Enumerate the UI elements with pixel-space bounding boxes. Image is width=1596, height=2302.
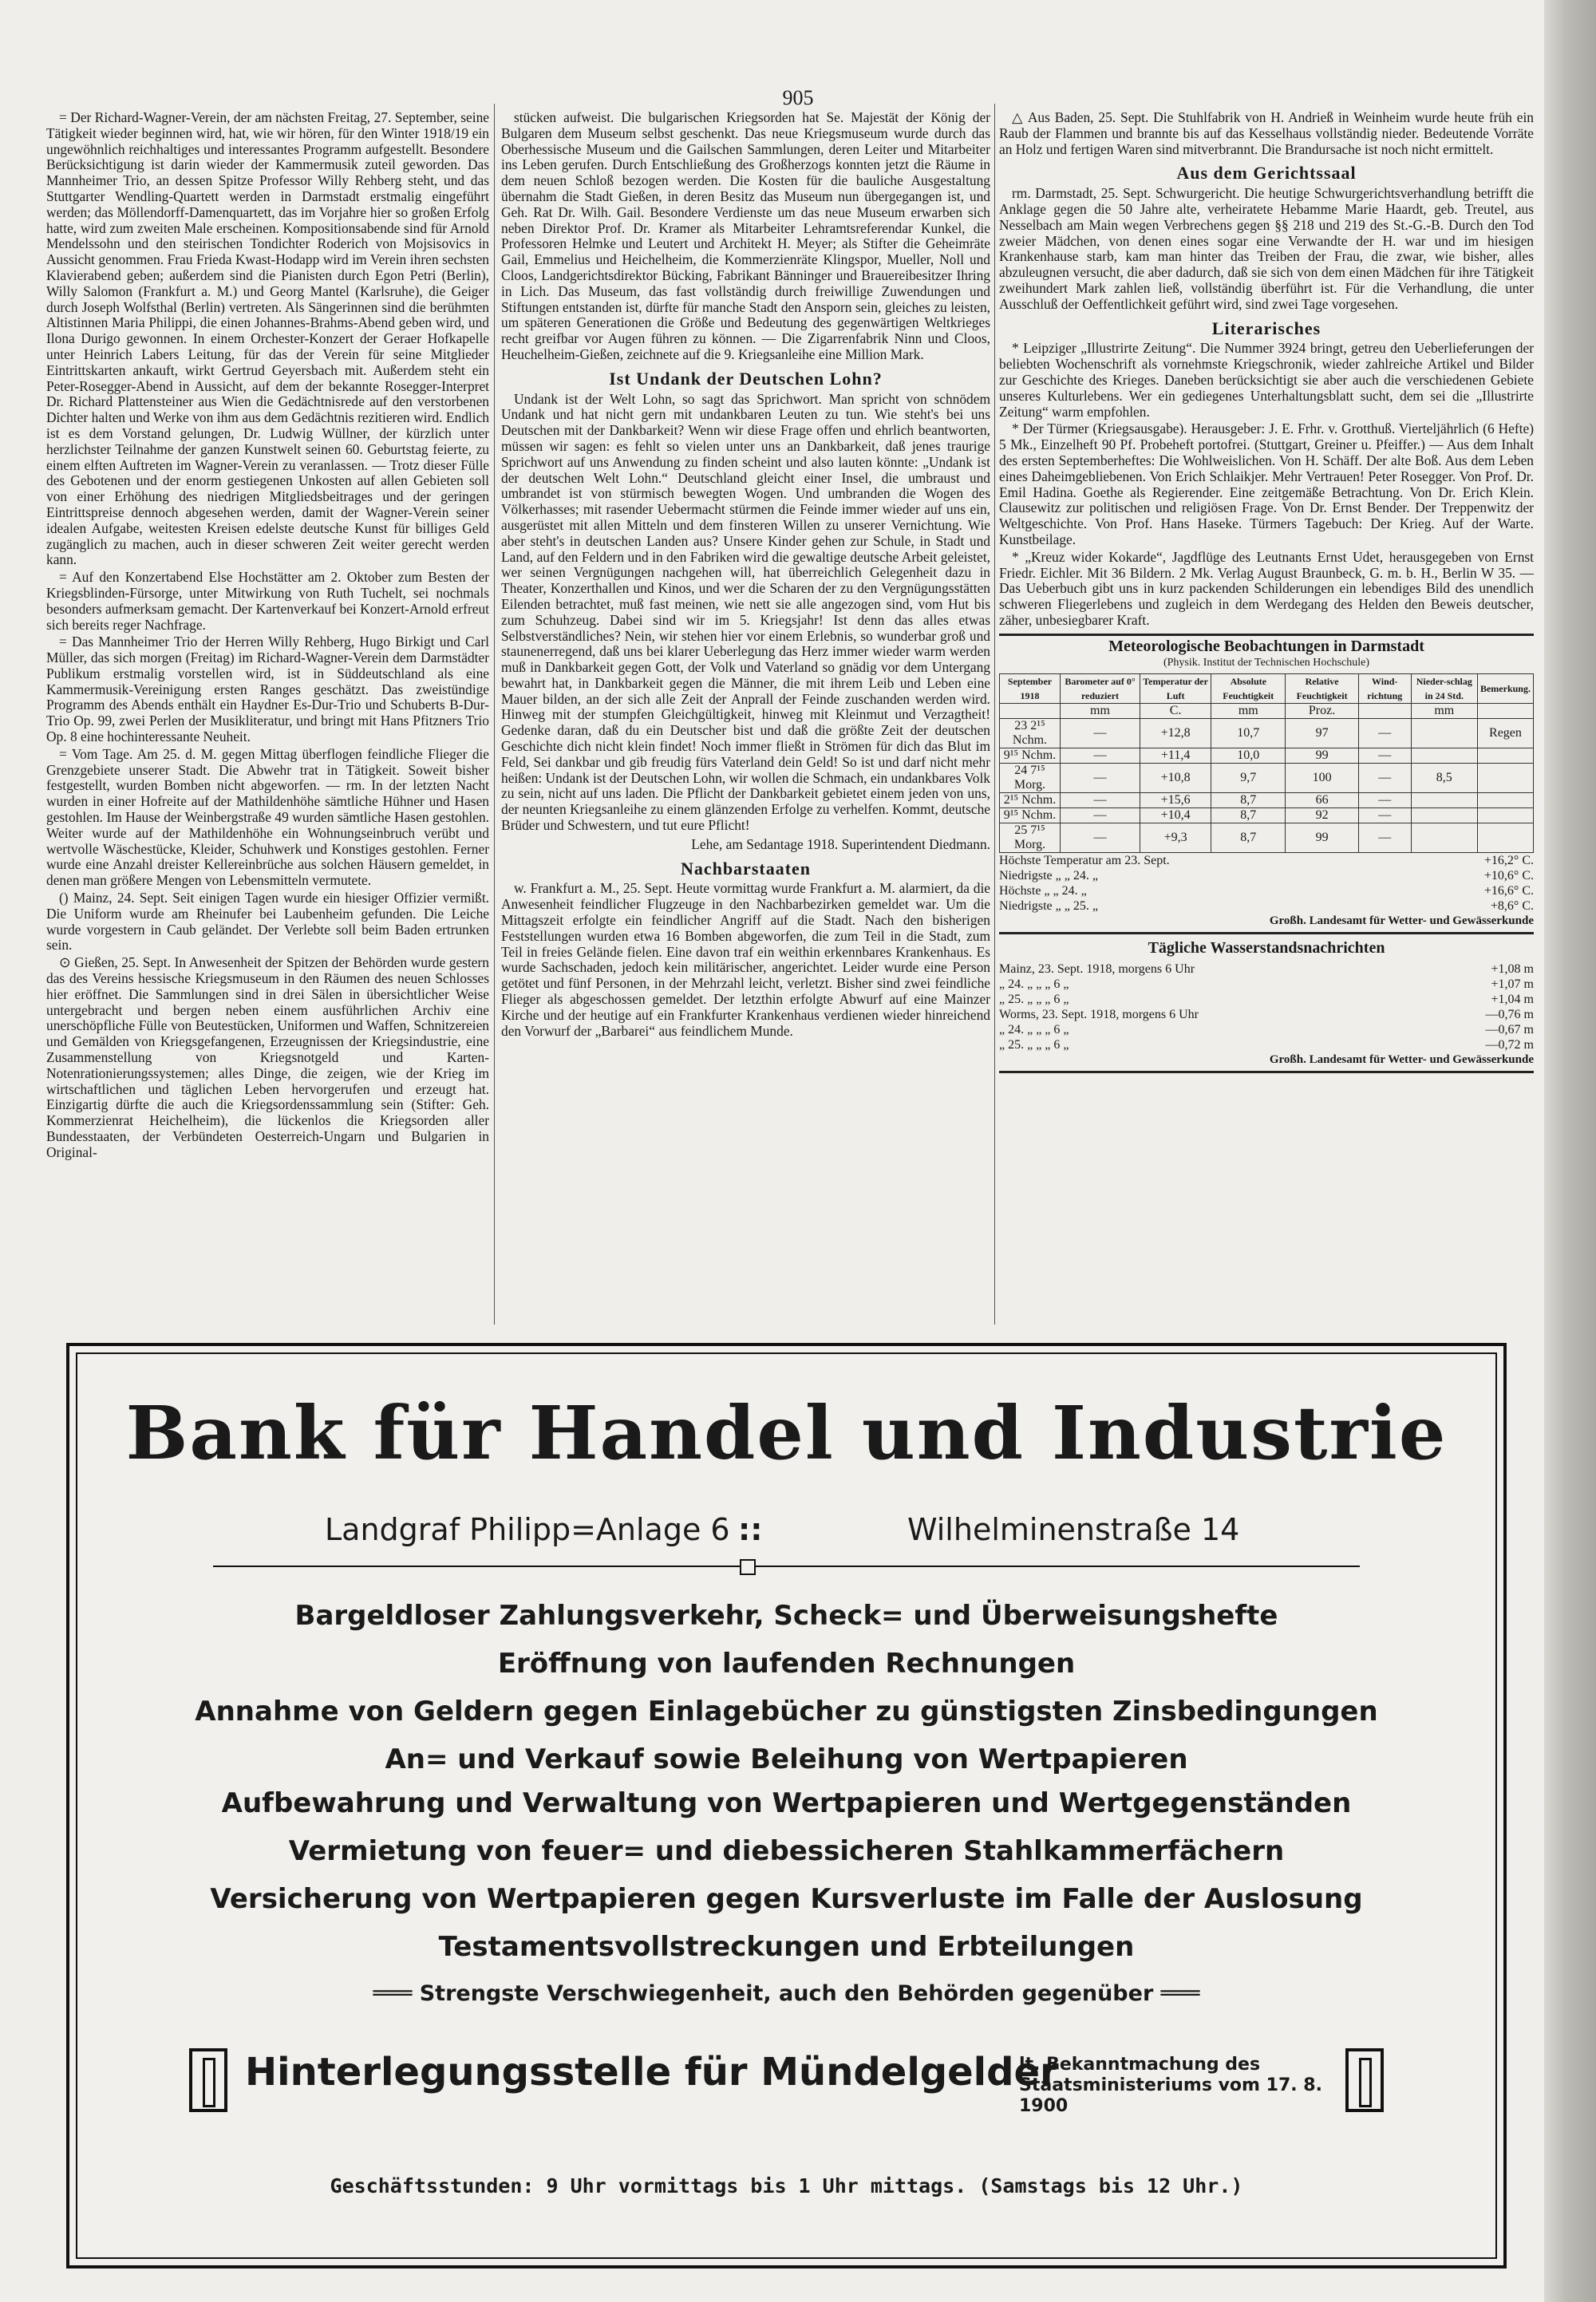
meteo-cell: 99 bbox=[1286, 823, 1359, 853]
service-line: Vermietung von feuer= und diebessicheren Stahlkammerfächern bbox=[288, 1835, 1285, 1867]
meteo-cell bbox=[1477, 808, 1533, 823]
hinterlegung-title: Hinterlegungsstelle für Mündelgelder bbox=[245, 2050, 1059, 2095]
meteo-cell: +11,4 bbox=[1140, 748, 1211, 764]
article-schwurgericht: rm. Darmstadt, 25. Sept. Schwurgericht. Die heutige Schwurgerichtsverhandlung betrifft die Anklage gegen die 50 Jahre alte, verheiratete Hebamme Marie Haardt, geb. Treutel, aus Nesselbach am Main wegen Verbrechens gegen §§ 218 und 219 des St.-G.-B. Durch den Tod zweier Mädchen, von denen eines sogar eine Verwandte der H. war und im hiesigen Krankenhause starb, kam man hinter das Treiben der Frau, die zwar, wie bisher, alles abzuleugnen versucht, die aber dadurch, daß sie sich von dem einen Mädchen für ihre Tätigkeit zweihundert Mark zahlen ließ, vollständig überführt ist. Für die Verhandlung, die unter Ausschluß der Oeffentlichkeit geführt wird, sind zwei Tage vorgesehen. bbox=[999, 185, 1534, 312]
article-vom-tage: = Vom Tage. Am 25. d. M. gegen Mittag überflogen feindliche Flieger die Grenzgebiete unserer Stadt. Die Abwehr trat in Tätigkeit. Soweit bisher festgestellt, wurden Bomben nicht abgeworfen. — rm. In der letzten Nacht wurden in einer Hofreite auf der Mathildenhöhe sämtliche Hühner und Hasen gestohlen. Im Hause der Weinbergstraße 49 wurden sämtliche Hasen gestohlen. Weiter wurde auf der Mathildenhöhe ein Wohnungseinbruch verübt und wertvolle Wäschestücke, Kleider, Schuhwerk und Konstiges gestohlen. Ferner wurde eine Anzahl dreister Kellereinbrüche aus solchen Häusern gemeldet, in denen man größere Mengen von Lebensmitteln vermutete. bbox=[46, 745, 489, 889]
heading-undank: Ist Undank der Deutschen Lohn? bbox=[609, 368, 883, 389]
meteo-cell bbox=[1411, 748, 1477, 764]
waterlevel-value: +1,07 m bbox=[1491, 977, 1534, 991]
meteo-cell: +15,6 bbox=[1140, 793, 1211, 808]
meteo-cell: +12,8 bbox=[1140, 719, 1211, 748]
address-separator: :: bbox=[738, 1512, 763, 1547]
meteo-cell: 24 7¹⁵ Morg. bbox=[1000, 764, 1061, 793]
meteo-cell: 100 bbox=[1286, 764, 1359, 793]
waterlevel-label: „ 25. „ „ „ 6 „ bbox=[999, 992, 1069, 1006]
column-rule bbox=[494, 104, 495, 1325]
meteo-header: Bemerkung. bbox=[1477, 674, 1533, 704]
meteo-cell: Regen bbox=[1477, 719, 1533, 748]
article-mainz: () Mainz, 24. Sept. Seit einigen Tagen wurde ein hiesiger Offizier vermißt. Die Uniform wurde am Rheinufer bei Laubenheim gefunden. Die Leiche wurde vorgestern in Caub geländet. Der Verlebte soll beim Baden ertrunken sein. bbox=[46, 890, 489, 954]
meteo-source: Großh. Landesamt für Wetter- und Gewässerkunde bbox=[999, 914, 1534, 934]
divider-line bbox=[213, 1566, 1360, 1567]
waterlevel-value: —0,72 m bbox=[1485, 1037, 1534, 1052]
meteo-cell: — bbox=[1060, 823, 1140, 853]
bank-name: Bank für Handel und Industrie bbox=[125, 1390, 1448, 1476]
ornament-right-icon bbox=[1345, 2048, 1384, 2112]
service-line: An= und Verkauf sowie Beleihung von Wertpapieren bbox=[385, 1743, 1188, 1775]
meteo-table bbox=[999, 673, 1534, 853]
meteo-unit: mm bbox=[1211, 704, 1286, 719]
page-edge bbox=[1544, 0, 1596, 2302]
article-frankfurt: w. Frankfurt a. M., 25. Sept. Heute vormittag wurde Frankfurt a. M. alarmiert, da die Anwesenheit feindlicher Flugzeuge in den Nachbarbezirken gemeldet war. Um die Mittagszeit erfolgte ein feindlicher Angriff auf die Stadt. Nach den bisherigen Feststellungen wurden etwa 16 Bomben abgeworfen, die zum Teil in die Stadt, zum Teil in freies Gelände fielen. Eine davon traf ein weithin erkennbares Krankenhaus. Es wurde Sachschaden, jedoch kein militärischer, angerichtet. Leider wurde eine Person getötet und fünf Personen, in der Mehrzahl leicht, verletzt. Bisher sind zwei feindliche Flieger als abgeschossen gemeldet. Der letzthin erfolgte Abwurf auf eine Mainzer Kirche und der heutige auf ein Frankfurter Krankenhaus verdienen wieder hinreichend den Vorwurf der „Barbarei“ aus feindlichem Munde. bbox=[501, 880, 990, 1039]
meteo-row bbox=[1000, 823, 1534, 853]
article-konzertabend: = Auf den Konzertabend Else Hochstätter am 2. Oktober zum Besten der Kriegsblinden-Fürsorge, unter Mitwirkung von Ruth Tuchelt, sei nochmals besonders aufmerksam gemacht. Der Kartenverkauf bei Konzert-Arnold erfreut sich bereits reger Nachfrage. bbox=[46, 569, 489, 633]
service-line: Aufbewahrung und Verwaltung von Wertpapieren und Wertgegenständen bbox=[221, 1787, 1352, 1819]
meteo-cell: — bbox=[1060, 764, 1140, 793]
article-baden: △ Aus Baden, 25. Sept. Die Stuhlfabrik von H. Andrieß in Weinheim wurde heute früh ein Raub der Flammen und brannte bis auf das Kesselhaus vollständig nieder. Bedeutende Vorräte an Holz und fertigen Waren sind mitverbrannt. Die Brandursache ist noch nicht ermittelt. bbox=[999, 110, 1534, 157]
address-right: Wilhelminenstraße 14 bbox=[907, 1512, 1240, 1547]
meteo-cell: — bbox=[1060, 748, 1140, 764]
meteo-cell: +10,4 bbox=[1140, 808, 1211, 823]
meteo-cell bbox=[1477, 748, 1533, 764]
meteo-header: Temperatur der Luft bbox=[1140, 674, 1211, 704]
meteo-cell: 9¹⁵ Nchm. bbox=[1000, 808, 1061, 823]
meteo-header: Barometer auf 0° reduziert bbox=[1060, 674, 1140, 704]
meteo-header: September 1918 bbox=[1000, 674, 1061, 704]
service-line: Versicherung von Wertpapieren gegen Kursverluste im Falle der Auslosung bbox=[210, 1883, 1363, 1915]
meteo-cell: — bbox=[1358, 748, 1411, 764]
waterlevel-label: „ 24. „ „ „ 6 „ bbox=[999, 977, 1069, 991]
column-rule bbox=[994, 104, 995, 1325]
meteo-cell: 9,7 bbox=[1211, 764, 1286, 793]
meteo-cell: — bbox=[1060, 719, 1140, 748]
meteo-extreme-row bbox=[999, 853, 1534, 868]
meteo-cell bbox=[1411, 719, 1477, 748]
column-3 bbox=[999, 110, 1534, 1319]
waterlevel-value: +1,04 m bbox=[1491, 992, 1534, 1006]
meteo-cell bbox=[1411, 808, 1477, 823]
meteo-cell: 25 7¹⁵ Morg. bbox=[1000, 823, 1061, 853]
article-undank: Undank ist der Welt Lohn, so sagt das Sprichwort. Man spricht von schnödem Undank und hat nicht gern mit undankbaren Leuten zu tun. Wie steht's bei uns Deutschen mit der Dankbarkeit? Wenn wir diese Frage offen und ehrlich beantworten, müssen wir sagen: es fehlt so vielen unter uns an Dankbarkeit, daß jenes traurige Sprichwort auf uns Anwendung zu finden scheint und also lauten könnte: „Undank ist der deutschen Welt Lohn.“ Deutschland gleicht einer Insel, die umbraust und umbrandet ist von stürmisch bewegten Wogen. Und umbranden die Wogen des Völkerhasses; mit rasender Uebermacht stürmen die Feinde immer wieder auf uns ein, ausgerüstet mit allen Mitteln und dem finsteren Willen zu unserer Vernichtung. Wie aber steht's in deutschen Landen aus? Unsere Kinder gehen zur Schule, in Stadt und Land, auf den Feldern und in den Fabriken wird die gewaltige deutsche Arbeit geleistet, wer seinen Vergnügungen nachgehen will, hat überreichlich Gelegenheit dazu in Theater, Konzerthallen und Kinos, und wer die Scharen der zu den Vergnügungsstätten Eilenden betrachtet, muß fast meinen, wie nett sie alle angezogen sind, vom Hut bis zum Schuhzeug. Dabei sind wir im 5. Kriegsjahr! Ist denn das alles etwas Selbstverständliches? Nein, wir stehen hier vor einem Erlebnis, so wunderbar groß und staunenerregend, daß uns bei klarer Ueberlegung das Herz immer wieder warm werden muß in Dankbarkeit gegen Gott, der Volk und Vaterland so gnädig vor dem Untergang bewahrt hat, in Dankbarkeit gegen die Männer, die mit ihrem Leib und Leben eine Mauer bilden, an der sich alle Zeit der Anprall der Feinde zuschanden werden wird. Hinweg mit der stumpfen Gleichgültigkeit, hinweg mit Kleinmut und Verzagtheit! Gedenke daran, daß du ein Deutscher bist und daß die größte Zeit der deutschen Geschichte dich nicht klein findet! Noch immer fließt in Strömen für dich das Blut im Feld, Sei dankbar und gib freudig fürs Vaterland dein Geld! So ist und darf nicht mehr heißen: Undank ist der Deutschen Lohn, wir wollen die Schmach, ein undankbares Volk zu sein, nicht auf uns laden. Die Pflicht der Dankbarkeit gebietet einem jeden von uns, der neunten Kriegsanleihe zu einem glänzenden Erfolge zu verhelfen. Kommt, deutsche Brüder und Schwestern, und tut eure Pflicht! bbox=[501, 390, 990, 834]
column-1 bbox=[46, 110, 489, 1319]
meteo-cell bbox=[1477, 764, 1533, 793]
business-hours: Geschäftsstunden: 9 Uhr vormittags bis 1 Uhr mittags. (Samstags bis 12 Uhr.) bbox=[330, 2174, 1243, 2197]
meteo-cell bbox=[1411, 793, 1477, 808]
meteo-cell: 8,5 bbox=[1411, 764, 1477, 793]
meteo-cell: 8,7 bbox=[1211, 808, 1286, 823]
waterlevel-row bbox=[999, 961, 1534, 977]
meteo-cell bbox=[1411, 823, 1477, 853]
address-left: Landgraf Philipp=Anlage 6 bbox=[325, 1512, 730, 1547]
waterlevel-label: Worms, 23. Sept. 1918, morgens 6 Uhr bbox=[999, 1007, 1199, 1021]
waterlevel-row bbox=[999, 1007, 1534, 1022]
meteo-unit bbox=[1358, 704, 1411, 719]
service-line: Testamentsvollstreckungen und Erbteilungen bbox=[438, 1931, 1135, 1963]
meteo-unit: mm bbox=[1060, 704, 1140, 719]
ornament-left-icon bbox=[189, 2048, 227, 2112]
heading-nachbarstaaten: Nachbarstaaten bbox=[680, 858, 812, 879]
meteo-cell: 2¹⁵ Nchm. bbox=[1000, 793, 1061, 808]
meteo-unit bbox=[1477, 704, 1533, 719]
meteo-cell bbox=[1477, 793, 1533, 808]
heading-gerichtssaal: Aus dem Gerichtssaal bbox=[1176, 163, 1357, 184]
waterlevel-label: „ 24. „ „ „ 6 „ bbox=[999, 1022, 1069, 1036]
service-line: Annahme von Geldern gegen Einlagebücher zu günstigsten Zinsbedingungen bbox=[195, 1696, 1378, 1727]
meteo-extreme-row bbox=[999, 883, 1534, 898]
article-giessen-cont: stücken aufweist. Die bulgarischen Kriegsorden hat Se. Majestät der König der Bulgaren dem Museum selbst geschenkt. Das neue Kriegsmuseum wurde durch das Oberhessische Museum und die Gailschen Sammlungen, deren Leiter und Mitarbeiter ins Leben gerufen. Durch Entschließung des Großherzogs konnten jetzt die Räume in dem neuen Schloß bezogen werden. Die Kosten für die bauliche Ausgestaltung übernahm die Stadt Gießen, in deren Besitz das Museum nun übergegangen ist, und Geh. Rat Dr. Wilh. Gail. Besondere Verdienste um das neue Museum erwarben sich neben Direktor Prof. Dr. Kramer als Mitarbeiter Lehramtsreferendar Kunkel, die Professoren Helmke und Leutert und Architekt H. Meyer; als Stifter die Geheimräte Gail, Emmelius und Heichelheim, die Kommerzienräte Klingspor, Mueller, Noll und Cloos, Landgerichtsdirektor Bücking, Fabrikant Bänninger und Brauereibesitzer Ihring in Lich. Das Museum, das fast vollständig durch freiwillige Zuwendungen und Stiftungen entstanden ist, dürfte für manche Stadt den Ansporn sein, gleiches zu leisten, um späteren Generationen die Größe und Bedeutung des gegenwärtigen Weltkrieges recht greifbar vor Augen führen zu können. — Die Zigarrenfabrik Ninn und Cloos, Heuchelheim-Gießen, zeichnete auf die 9. Kriegsanleihe eine Million Mark. bbox=[501, 110, 990, 362]
service-line: Bargeldloser Zahlungsverkehr, Scheck= und Überweisungshefte bbox=[294, 1600, 1278, 1632]
meteo-cell: 10,0 bbox=[1211, 748, 1286, 764]
meteo-cell bbox=[1477, 823, 1533, 853]
meteo-cell: — bbox=[1060, 793, 1140, 808]
meteo-cell: +9,3 bbox=[1140, 823, 1211, 853]
waterlevel-label: Mainz, 23. Sept. 1918, morgens 6 Uhr bbox=[999, 961, 1195, 976]
meteo-cell: 66 bbox=[1286, 793, 1359, 808]
meteo-cell: 9¹⁵ Nchm. bbox=[1000, 748, 1061, 764]
meteo-unit: C. bbox=[1140, 704, 1211, 719]
meteo-extreme-row bbox=[999, 898, 1534, 914]
divider-ornament bbox=[740, 1559, 756, 1575]
waterlevel-source: Großh. Landesamt für Wetter- und Gewässerkunde bbox=[999, 1052, 1534, 1073]
column-2 bbox=[501, 110, 990, 1319]
meteo-row bbox=[1000, 719, 1534, 748]
meteo-units-row bbox=[1000, 704, 1534, 719]
meteo-subtitle: (Physik. Institut der Technischen Hochschule) bbox=[1163, 656, 1370, 669]
waterlevel-row bbox=[999, 1037, 1534, 1052]
bank-advertisement bbox=[66, 1343, 1507, 2268]
heading-literarisches: Literarisches bbox=[1211, 318, 1321, 338]
waterlevel-value: —0,76 m bbox=[1485, 1007, 1534, 1021]
meteo-row bbox=[1000, 793, 1534, 808]
hinterlegung-box bbox=[189, 2040, 1384, 2136]
meteo-cell: +10,8 bbox=[1140, 764, 1211, 793]
waterlevel-value: —0,67 m bbox=[1485, 1022, 1534, 1036]
meteo-cell: — bbox=[1358, 719, 1411, 748]
meteo-extreme-label: Höchste Temperatur am 23. Sept. bbox=[999, 854, 1170, 868]
meteo-extreme-value: +16,6° C. bbox=[1483, 884, 1534, 898]
waterlevel-list bbox=[999, 961, 1534, 1052]
meteo-cell: 8,7 bbox=[1211, 823, 1286, 853]
waterlevel-row bbox=[999, 977, 1534, 992]
secrecy-note: ═══ Strengste Verschwiegenheit, auch den Behörden gegenüber ═══ bbox=[373, 1981, 1200, 2006]
meteo-unit: mm bbox=[1411, 704, 1477, 719]
article-tuermer: * Der Türmer (Kriegsausgabe). Herausgeber: J. E. Frhr. v. Grotthuß. Vierteljährlich (6 Hefte) 5 Mk., Einzelheft 90 Pf. Probeheft portofrei. (Stuttgart, Greiner u. Pfeiffer.) — Aus dem Inhalt des ersten Septemberheftes: Die Wohlweislichen. Von H. Schäff. Der alte Boß. Aus dem Leben eines Daheimgebliebenen. Von Erich Schlaikjer. Mehr Vertrauen! Peter Rosegger. Von Prof. Dr. Emil Hadina. Goethe als Regierender. Eine zeitgemäße Betrachtung. Von Dr. Erich Klein. Clausewitz zur politischen und religiösen Frage. Von Dr. Ernst Bender. Der Treppenwitz der Weltgeschichte. Von Prof. Hans Haseke. Türmers Tagebuch: Der Krieg. Auf der Warte. Kunstbeilage. bbox=[999, 421, 1534, 547]
page-number: 905 bbox=[782, 86, 814, 109]
meteo-cell: 10,7 bbox=[1211, 719, 1286, 748]
waterlevel-label: „ 25. „ „ „ 6 „ bbox=[999, 1037, 1069, 1052]
meteo-row bbox=[1000, 764, 1534, 793]
meteo-cell: 8,7 bbox=[1211, 793, 1286, 808]
meteo-extreme-value: +8,6° C. bbox=[1490, 899, 1534, 914]
meteo-cell: 23 2¹⁵ Nchm. bbox=[1000, 719, 1061, 748]
waterlevel-value: +1,08 m bbox=[1491, 961, 1534, 976]
article-mannheimer-trio: = Das Mannheimer Trio der Herren Willy Rehberg, Hugo Birkigt und Carl Müller, das sich morgen (Freitag) im Richard-Wagner-Verein dem Darmstädter Publikum erstmalig vorstellen wird, ist in Süddeutschland als eine Kammermusik-Vereinigung ersten Ranges geschätzt. Das zweistündige Programm des Abends enthält ein Haydner Es-Dur-Trio und Schuberts B-Dur-Trio Op. 99, zwei Perlen der Musikliteratur, und bringt mit Hans Pfitzners Trio Op. 8 eine hochinteressante Neuheit. bbox=[46, 634, 489, 745]
meteo-extreme-label: Niedrigste „ „ 24. „ bbox=[999, 869, 1098, 883]
meteo-header: Wind-richtung bbox=[1358, 674, 1411, 704]
meteo-extreme-value: +16,2° C. bbox=[1483, 854, 1534, 868]
article-wagner-verein: = Der Richard-Wagner-Verein, der am nächsten Freitag, 27. September, seine Tätigkeit wieder beginnen wird, hat, wie wir hören, für den Winter 1918/19 ein ungewöhnlich reichhaltiges und interessantes Programm aufgestellt. Besondere Berücksichtigung ist darin wieder der Kammermusik zuteil geworden. Das Mannheimer Trio, an dessen Spitze Professor Willy Rehberg steht, und das Stuttgarter Wendling-Quartett werden in Darmstadt erstmalig eingeführt werden; das Möllendorff-Damenquartett, das im Vorjahre hier so großen Erfolg hatte, wird zum zweiten Male erscheinen. Kompositionsabende sind für Arnold Mendelssohn und den steirischen Tondichter Roderich von Mojsisovics in Aussicht genommen. Frau Frieda Kwast-Hodapp wird im Verein ihren sechsten Klavierabend geben; außerdem sind die Pianisten durch Egon Petri (Berlin), Willy Salomon (Frankfurt a. M.) und Georg Mantel (Karlsruhe), die Geiger durch Joseph Wolfsthal (Berlin) vertreten. Als Sängerinnen sind die berühmten Altistinnen Maria Philippi, die einen Johannes-Brahms-Abend geben wird, und Ilona Durigo gewonnen. In einem Orchester-Konzert der Geraer Hofkapelle unter Heinrich Labers Leitung, für das der Verein für seine Mitglieder Eintrittskarten ankauft, wirkt Gertrud Geyersbach mit. Außerdem steht ein Peter-Rosegger-Abend in Aussicht, auf dem der bekannte Rosegger-Interpret Dr. Richard Plattensteiner aus Wien die Gedächtnisrede auf den verstorbenen Dichter halten und Werke von ihm aus dem Gedächtnis rezitieren wird. Endlich ist es dem Vorstand gelungen, Dr. Ludwig Wüllner, der kürzlich unter herzlichster Teilnahme der ganzen Kunstwelt seinen 60. Geburtstag feierte, zu einem elften Auftreten im Wagner-Verein zu veranlassen. — Trotz dieser Fülle des Gebotenen und der enorm gestiegenen Unkosten auf allen Gebieten soll von einer Erhöhung des niedrigen Mitgliedsbeitrages und der geringen Eintrittspreise dennoch abgesehen werden, damit der Wagner-Verein seiner idealen Aufgabe, weitesten Kreisen edelste deutsche Kunst für billiges Geld zugänglich zu machen, auch in dieser schweren Zeit weiter gerecht werden kann. bbox=[46, 110, 489, 568]
meteo-cell: 92 bbox=[1286, 808, 1359, 823]
meteo-header: Absolute Feuchtigkeit bbox=[1211, 674, 1286, 704]
meteo-header: Nieder-schlag in 24 Std. bbox=[1411, 674, 1477, 704]
meteo-cell: — bbox=[1358, 823, 1411, 853]
waterlevel-row bbox=[999, 992, 1534, 1007]
meteo-unit: Proz. bbox=[1286, 704, 1359, 719]
meteo-row bbox=[1000, 808, 1534, 823]
meteo-cell: — bbox=[1358, 764, 1411, 793]
meteo-cell: — bbox=[1358, 808, 1411, 823]
meteo-cell: 99 bbox=[1286, 748, 1359, 764]
meteo-extreme-row bbox=[999, 868, 1534, 883]
meteo-header-row bbox=[1000, 674, 1534, 704]
meteo-extreme-value: +10,6° C. bbox=[1483, 869, 1534, 883]
signature: Lehe, am Sedantage 1918. Superintendent Diedmann. bbox=[691, 835, 990, 852]
meteo-title: Meteorologische Beobachtungen in Darmstadt bbox=[999, 634, 1534, 655]
service-line: Eröffnung von laufenden Rechnungen bbox=[497, 1648, 1076, 1680]
meteo-cell: 97 bbox=[1286, 719, 1359, 748]
meteo-extremes bbox=[999, 853, 1534, 914]
waterlevel-title: Tägliche Wasserstandsnachrichten bbox=[1148, 939, 1385, 958]
article-kreuz: * „Kreuz wider Kokarde“, Jagdflüge des Leutnants Ernst Udet, herausgegeben von Ernst Friedr. Eichler. Mit 36 Bildern. 2 Mk. Verlag August Braunbeck, G. m. b. H., Berlin W 35. — Das Ueberbuch gibt uns in kurz packenden Schilderungen ein lebendiges Bild des unendlich schweren Fliegerlebens und zugleich in dem Werdegang des Helden den Beweis deutscher, zäher, unbesiegbarer Kraft. bbox=[999, 548, 1534, 628]
meteo-extreme-label: Niedrigste „ „ 25. „ bbox=[999, 899, 1098, 914]
meteo-cell: — bbox=[1060, 808, 1140, 823]
meteo-row bbox=[1000, 748, 1534, 764]
meteo-extreme-label: Höchste „ „ 24. „ bbox=[999, 884, 1087, 898]
article-giessen: ⊙ Gießen, 25. Sept. In Anwesenheit der Spitzen der Behörden wurde gestern das des Vereins hessische Kriegsmuseum in den Räumen des neuen Schlosses hier eröffnet. Die Sammlungen sind in drei Sälen in übersichtlicher Weise untergebracht und bergen neben einem ausführlichen Archiv eine unerschöpfliche Fülle von Beutestücken, Uniformen und Waffen, Schnitzereien und Gemälden von Kriegsgefangenen, Erzeugnissen der Kriegsindustrie, eine Zusammenstellung von Kriegsnotgeld und Karten-Notenrationierungssystemen; alles Dinge, die zeigen, wie der Krieg im wirtschaftlichen und täglichen Leben hervorgerufen und erzeugt hat. Einzigartig dürfte die auch die Kriegsordenssammlung sein (Stifter: Geh. Kommerzienrat Heichelheim), die lückenlos die Kriegsorden aller Bundesstaaten, der Verbündeten Oesterreich-Ungarn und Bulgarien in Original- bbox=[46, 954, 489, 1160]
meteo-unit bbox=[1000, 704, 1061, 719]
article-illustrirte: * Leipziger „Illustrirte Zeitung“. Die Nummer 3924 bringt, getreu den Ueberlieferungen der beliebten Wochenschrift als vornehmste Kriegschronik, wieder zahlreiche Artikel und Bilder zur Geschichte des Krieges. Daneben berücksichtigt sie aber auch die verschiedenen Gebiete unseres Kulturlebens. Wer ein gediegenes Unterhaltungsblatt sucht, dem sei die „Illustrirte Zeitung“ warm empfohlen. bbox=[999, 340, 1534, 420]
hinterlegung-note: lt. Bekanntmachung des Staatsministeriums vom 17. 8. 1900 bbox=[1019, 2055, 1322, 2116]
meteo-header: Relative Feuchtigkeit bbox=[1286, 674, 1359, 704]
meteo-cell: — bbox=[1358, 793, 1411, 808]
waterlevel-row bbox=[999, 1022, 1534, 1037]
